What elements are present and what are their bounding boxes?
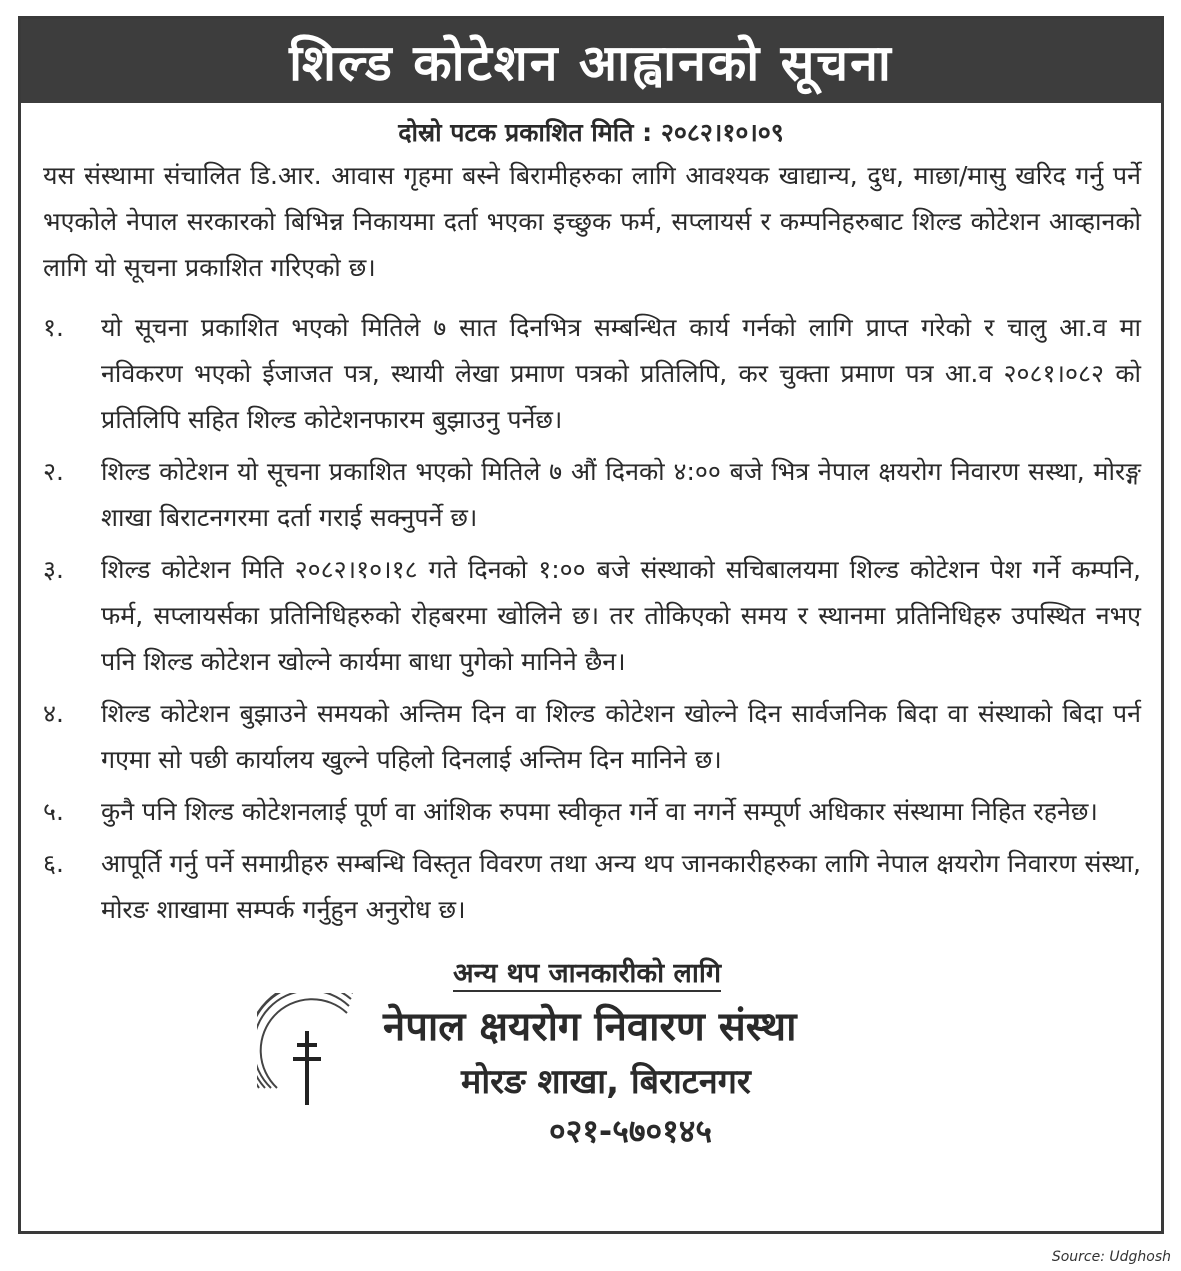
- conditions-list: [43, 305, 1141, 933]
- notice-frame: [18, 16, 1164, 1234]
- item-number: २.: [43, 457, 64, 486]
- item-number: ६.: [43, 849, 64, 878]
- source-credit: Source: Udghosh: [1051, 1249, 1171, 1265]
- notice-title: शिल्ड कोटेशन आह्वानको सूचना: [21, 19, 1161, 103]
- list-item: [43, 449, 1141, 541]
- intro-paragraph: यस संस्थामा संचालित डि.आर. आवास गृहमा बस्ने बिरामीहरुका लागि आवश्यक खाद्यान्य, दुध, माछा/मासु खरिद गर्नु पर्ने भएकोले नेपाल सरकारको बिभिन्न निकायमा दर्ता भएका इच्छुक फर्म, सप्लायर्स र कम्पनिहरुबाट शिल्ड कोटेशन आव्हानको लागि यो सूचना प्रकाशित गरिएको छ।: [43, 161, 1141, 282]
- item-text: शिल्ड कोटेशन बुझाउने समयको अन्तिम दिन वा शिल्ड कोटेशन खोल्ने दिन सार्वजनिक बिदा वा संस्थाको बिदा पर्न गएमा सो पछी कार्यालय खुल्ने पहिलो दिनलाई अन्तिम दिन मानिने छ।: [101, 699, 1141, 774]
- notice-footer: [21, 953, 1161, 1153]
- organization-name: नेपाल क्षयरोग निवारण संस्था: [383, 1004, 797, 1050]
- item-text: शिल्ड कोटेशन यो सूचना प्रकाशित भएको मितिले ७ औं दिनको ४:०० बजे भित्र नेपाल क्षयरोग निवारण सस्था, मोरङ्ग शाखा बिराटनगरमा दर्ता गराई सक्नुपर्ने छ।: [101, 457, 1141, 532]
- cross-logo-icon: [257, 993, 357, 1113]
- item-text: कुनै पनि शिल्ड कोटेशनलाई पूर्ण वा आंशिक रुपमा स्वीकृत गर्ने वा नगर्ने सम्पूर्ण अधिकार संस्थामा निहित रहनेछ।: [101, 797, 1098, 826]
- item-text: यो सूचना प्रकाशित भएको मितिले ७ सात दिनभित्र सम्बन्धित कार्य गर्नको लागि प्राप्त गरेको र चालु आ.व मा नविकरण भएको ईजाजत पत्र, स्थायी लेखा प्रमाण पत्रको प्रतिलिपि, कर चुक्ता प्रमाण पत्र आ.व २०८१।०८२ को प्रतिलिपि सहित शिल्ड कोटेशनफारम बुझाउनु पर्नेछ।: [101, 313, 1141, 434]
- more-info-heading: अन्य थप जानकारीको लागि: [453, 953, 721, 992]
- list-item: [43, 691, 1141, 783]
- item-number: १.: [43, 313, 64, 342]
- publish-date-line: दोस्रो पटक प्रकाशित मिति : २०८२।१०।०९: [398, 118, 784, 147]
- list-item: [43, 789, 1141, 835]
- branch-name: मोरङ शाखा, बिराटनगर: [461, 1062, 751, 1102]
- list-item: [43, 841, 1141, 933]
- item-number: ३.: [43, 555, 64, 584]
- item-text: आपूर्ति गर्नु पर्ने समाग्रीहरु सम्बन्धि विस्तृत विवरण तथा अन्य थप जानकारीहरुका लागि नेपाल क्षयरोग निवारण संस्था, मोरङ शाखामा सम्पर्क गर्नुहुन अनुरोध छ।: [101, 849, 1141, 924]
- list-item: [43, 547, 1141, 685]
- item-text: शिल्ड कोटेशन मिति २०८२।१०।१८ गते दिनको १:०० बजे संस्थाको सचिबालयमा शिल्ड कोटेशन पेश गर्ने कम्पनि, फर्म, सप्लायर्सका प्रतिनिधिहरुको रोहबरमा खोलिने छ। तर तोकिएको समय र स्थानमा प्रतिनिधिहरु उपस्थित नभए पनि शिल्ड कोटेशन खोल्ने कार्यमा बाधा पुगेको मानिने छैन।: [101, 555, 1141, 676]
- list-item: [43, 305, 1141, 443]
- phone-number: ०२१-५७०१४५: [549, 1112, 713, 1150]
- item-number: ४.: [43, 699, 64, 728]
- item-number: ५.: [43, 797, 64, 826]
